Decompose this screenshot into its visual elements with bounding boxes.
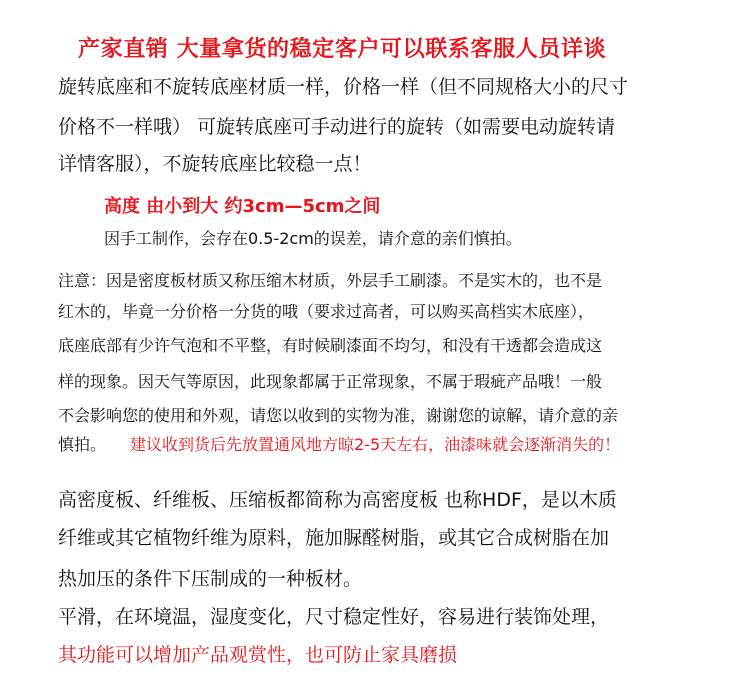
hdf-line: 平滑，在环境温，湿度变化，尺寸稳定性好，容易进行装饰处理，: [58, 606, 610, 628]
notice-line: 样的现象。因天气等原因，此现象都属于正常现象，不属于瑕疵产品哦！一般: [58, 372, 603, 391]
notice-line: 不会影响您的使用和外观，请您以收到的实物为准，谢谢您的谅解，请介意的亲: [58, 406, 619, 425]
intro-line: 旋转底座和不旋转底座材质一样，价格一样（但不同规格大小的尺寸: [58, 76, 629, 98]
notice-line: 注意：因是密度板材质又称压缩木材质，外层手工刷漆。不是实木的，也不是: [58, 271, 603, 290]
intro-line: 详情客服），不旋转底座比较稳一点！: [58, 153, 372, 175]
notice-line: 红木的，毕竟一分价格一分货的哦（要求过高者，可以购买高档实木底座），: [58, 302, 595, 321]
hdf-line: 热加压的条件下压制成的一种板材。: [58, 568, 363, 590]
height-note: 因手工制作，会存在0.5-2cm的误差，请介意的亲们慎拍。: [104, 229, 522, 248]
notice-last-text: 慎拍。: [58, 435, 107, 454]
hdf-line: 纤维或其它植物纤维为原料，施加脲醛树脂，或其它合成树脂在加: [58, 527, 610, 549]
notice-line: 底座底部有少许气泡和不平整，有时候刷漆面不均匀，和没有干透都会造成这: [58, 336, 603, 355]
notice-last-line: [58, 432, 620, 455]
intro-line: 价格不一样哦） 可旋转底座可手动进行的旋转（如需要电动旋转请: [58, 116, 616, 138]
headline: 产家直销 大量拿货的稳定客户可以联系客服人员详谈: [78, 37, 607, 62]
hdf-line: 高密度板、纤维板、压缩板都简称为高密度板 也称HDF，是以木质: [58, 489, 617, 511]
ventilation-tip: 建议收到货后先放置通风地方晾2-5天左右，油漆味就会逐渐消失的！: [130, 435, 621, 454]
hdf-highlight: 其功能可以增加产品观赏性，也可防止家具磨损: [58, 644, 458, 666]
height-title: 高度 由小到大 约3cm—5cm之间: [104, 196, 381, 217]
